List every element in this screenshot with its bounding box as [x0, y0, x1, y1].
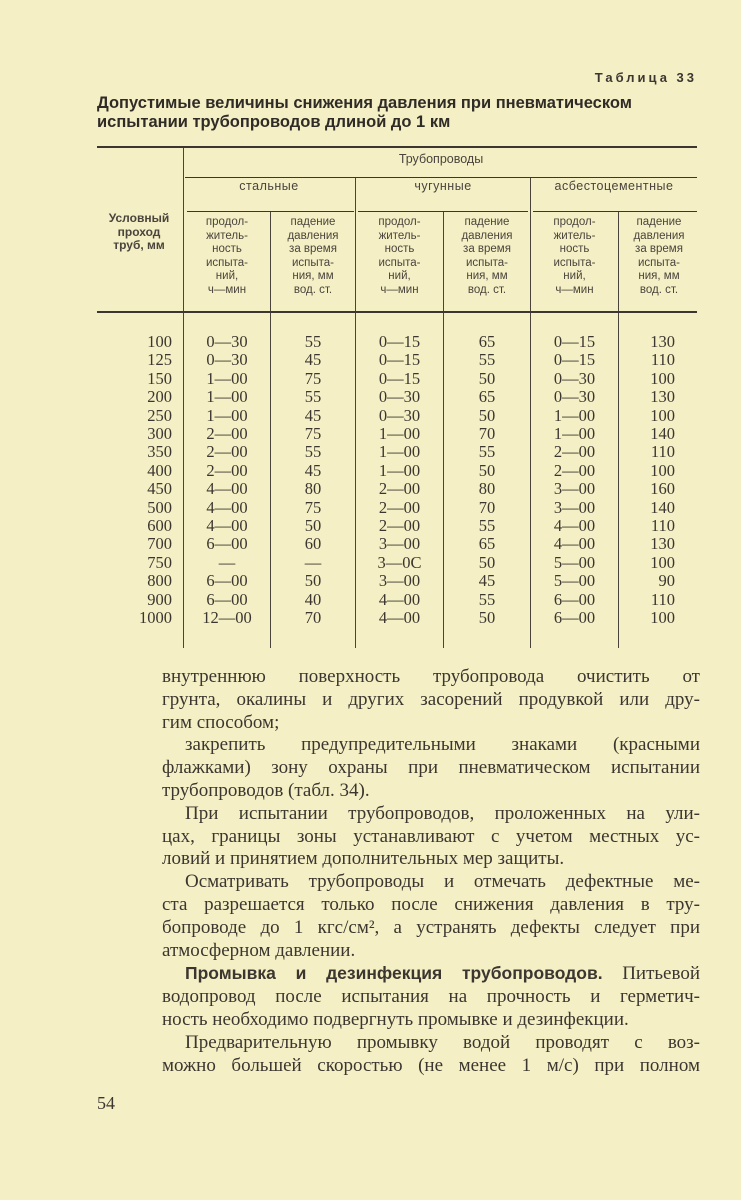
value-cell: 2—00	[206, 442, 248, 462]
pressure-drop-header	[271, 216, 355, 297]
value-cell: 140	[650, 424, 675, 443]
header-line: испыта-	[378, 256, 421, 269]
value-cell: 55	[478, 516, 496, 535]
diameter-cell: 350	[147, 442, 172, 462]
paragraph	[162, 871, 700, 962]
value-cell: 55	[304, 442, 322, 462]
header-line: за время	[463, 243, 511, 255]
duration-header	[531, 216, 618, 297]
value-cell: 0—15	[553, 332, 596, 351]
value-cell: 100	[650, 405, 675, 425]
value-cell: 60	[304, 534, 322, 554]
value-cell: 110	[650, 516, 675, 535]
value-cell: 5—00	[553, 552, 596, 572]
value-cell: 0—30	[553, 368, 596, 388]
value-cell: 75	[304, 497, 322, 517]
header-line: вод. ст.	[293, 283, 333, 296]
value-cell: 4—00	[206, 479, 248, 499]
header-line: ч—мин	[380, 283, 419, 296]
caption-line: Допустимые величины снижения давления при пневматическом	[97, 94, 632, 112]
value-cell: —	[218, 552, 236, 572]
value-cell: 1—00	[206, 405, 248, 425]
diameter-cell: 150	[147, 368, 172, 388]
text-line: можно большей скоростью (не менее 1 м/с) при полном	[162, 1054, 700, 1076]
diameter-cell: 700	[147, 534, 172, 554]
duration-header	[356, 216, 443, 297]
header-line: давления	[287, 229, 339, 242]
value-cell: 1—00	[553, 424, 596, 443]
value-cell: 100	[650, 368, 675, 388]
header-line: ность	[212, 243, 242, 255]
value-cell: 160	[650, 479, 675, 499]
value-cell: 3—0С	[377, 552, 422, 572]
diameter-cell: 200	[147, 387, 172, 407]
paragraph	[162, 734, 700, 802]
value-cell: 50	[478, 368, 496, 388]
text-line: бопроводе до 1 кгс/см², а устранять дефекты следует при	[162, 916, 700, 938]
paragraph	[162, 1032, 700, 1078]
value-cell: 50	[478, 405, 496, 425]
diameter-cell: 1000	[139, 608, 172, 627]
value-cell: 140	[650, 497, 675, 517]
material-header: чугунные	[414, 179, 472, 193]
diameter-cell: 300	[147, 424, 172, 443]
value-cell: 1—00	[378, 424, 421, 443]
header-line: ность	[559, 243, 590, 255]
value-cell: 0—15	[378, 332, 421, 351]
header-line: падение	[636, 216, 682, 228]
value-cell: —	[304, 552, 322, 572]
material-header: асбестоцементные	[554, 179, 674, 193]
value-cell: 50	[304, 571, 322, 591]
text-line: грунта, окалины и других засорений продувкой или дру-	[162, 688, 700, 710]
value-cell: 80	[478, 479, 496, 499]
value-cell: 4—00	[553, 516, 596, 535]
diameter-cell: 600	[147, 516, 172, 535]
value-cell: 70	[304, 608, 322, 627]
duration-header	[184, 216, 270, 297]
caption-line: испытании трубопроводов длиной до 1 км	[97, 113, 451, 131]
value-cell: 130	[650, 387, 675, 407]
value-cell: 4—00	[378, 589, 421, 609]
header-line: испыта-	[291, 256, 335, 269]
header-line: ния, мм	[638, 270, 680, 282]
pressure-drop-header	[619, 216, 699, 297]
header-line: житель-	[553, 229, 596, 242]
value-cell: 1—00	[206, 368, 248, 388]
value-cell: 55	[304, 387, 322, 407]
text-line: цах, границы зоны устанавливают с учетом местных ус-	[162, 825, 700, 847]
header-line: продол-	[205, 216, 249, 228]
value-cell: 0—30	[553, 387, 596, 407]
value-cell: 110	[650, 350, 675, 370]
header-line: ность	[384, 243, 415, 255]
value-cell: 6—00	[553, 589, 596, 609]
header-line: давления	[461, 229, 513, 242]
text-line: внутреннюю поверхность трубопровода очистить от	[162, 666, 700, 687]
value-cell: 45	[304, 405, 322, 425]
value-cell: 1—00	[378, 442, 421, 462]
header-line: ния, мм	[292, 270, 334, 282]
value-cell: 70	[478, 424, 496, 443]
value-cell: 2—00	[378, 516, 421, 535]
value-cell: 50	[304, 516, 322, 535]
value-cell: 55	[478, 589, 496, 609]
value-cell: 4—00	[206, 516, 248, 535]
header-line: давления	[633, 229, 685, 242]
header-line: житель-	[378, 229, 421, 242]
header-line: ч—мин	[555, 283, 594, 296]
header-line: испыта-	[465, 256, 509, 269]
value-cell: 6—00	[206, 534, 248, 554]
value-cell: 2—00	[553, 442, 596, 462]
value-cell: 6—00	[553, 608, 596, 627]
rule-top	[97, 146, 697, 148]
header-line: падение	[290, 216, 336, 228]
rule-header-bottom	[97, 311, 697, 313]
value-cell: 4—00	[206, 497, 248, 517]
header-line: продол-	[378, 216, 421, 228]
header-line: ний,	[215, 270, 239, 282]
text-line: гим способом;	[162, 711, 280, 733]
diameter-cell: 500	[147, 497, 172, 517]
text-line: закрепить предупредительными знаками (красными	[185, 734, 700, 756]
value-cell: 0—30	[206, 350, 248, 370]
text-line: ста разрешается только после снижения давления в тру-	[162, 893, 700, 915]
diameter-cell: 450	[147, 479, 172, 499]
value-cell: 0—15	[378, 368, 421, 388]
value-cell: 130	[650, 534, 675, 554]
header-line: продол-	[553, 216, 596, 228]
value-cell: 45	[304, 460, 322, 480]
value-cell: 40	[304, 589, 322, 609]
value-cell: 6—00	[206, 589, 248, 609]
value-cell: 55	[478, 350, 496, 370]
value-cell: 0—15	[378, 350, 421, 370]
value-cell: 75	[304, 368, 322, 388]
value-cell: 2—00	[378, 479, 421, 499]
value-cell: 1—00	[206, 387, 248, 407]
value-cell: 5—00	[553, 571, 596, 591]
value-cell: 80	[304, 479, 322, 499]
value-cell: 65	[478, 387, 496, 407]
value-cell: 0—15	[553, 350, 596, 370]
diameter-cell: 800	[147, 571, 172, 591]
value-cell: 110	[650, 442, 675, 462]
header-line: труб, мм	[113, 238, 165, 252]
value-cell: 2—00	[378, 497, 421, 517]
value-cell: 0—30	[206, 332, 248, 351]
text-line: трубопроводов (табл. 34).	[162, 779, 370, 801]
pressure-drop-header	[444, 216, 530, 297]
header-line: испыта-	[553, 256, 596, 269]
rule-group	[185, 177, 697, 178]
header-line: житель-	[206, 229, 248, 242]
material-header: стальные	[239, 179, 299, 193]
paragraph	[162, 803, 700, 871]
header-line: за время	[635, 243, 683, 255]
header-line: вод. ст.	[467, 283, 507, 296]
value-cell: 2—00	[206, 460, 248, 480]
value-cell: 1—00	[553, 405, 596, 425]
value-cell: 1—00	[378, 460, 421, 480]
value-cell: 65	[478, 534, 496, 554]
header-line: за время	[289, 243, 337, 255]
value-cell: 2—00	[206, 424, 248, 443]
value-cell: 45	[478, 571, 496, 591]
header-line: Условный	[108, 211, 170, 225]
value-cell: 2—00	[553, 460, 596, 480]
value-cell: 65	[478, 332, 496, 351]
row-header	[97, 212, 181, 253]
value-cell: 50	[478, 552, 496, 572]
value-cell: 100	[650, 608, 675, 627]
header-line: ния, мм	[466, 270, 508, 282]
value-cell: 4—00	[553, 534, 596, 554]
diameter-cell: 900	[147, 589, 172, 609]
value-cell: 100	[650, 552, 675, 572]
value-cell: 110	[650, 589, 675, 609]
header-line: испыта-	[205, 256, 249, 269]
text-line: ловий и принятием дополнительных мер защиты.	[162, 848, 565, 870]
value-cell: 75	[304, 424, 322, 443]
value-cell: 50	[478, 608, 496, 627]
value-cell: 100	[650, 460, 675, 480]
value-cell: 55	[304, 332, 322, 351]
header-line: ч—мин	[207, 283, 247, 296]
text-line: водопровод после испытания на прочность и герметич-	[162, 986, 700, 1008]
header-line: проход	[117, 224, 161, 239]
rule-material	[533, 211, 697, 212]
diameter-cell: 125	[147, 350, 172, 370]
text-line: Предварительную промывку водой проводят с воз-	[185, 1031, 700, 1053]
header-line: ний,	[388, 270, 411, 282]
value-cell: 4—00	[378, 608, 421, 627]
header-line: испыта-	[637, 256, 681, 269]
text-line: ность необходимо подвергнуть промывке и дезинфекции.	[162, 1008, 629, 1030]
text-line	[162, 962, 700, 986]
bold-heading: Промывка и дезинфекция трубопроводов.	[185, 963, 603, 984]
body-text	[162, 666, 700, 1077]
text-line: флажками) зону охраны при пневматическом испытании	[162, 757, 700, 779]
value-cell: 0—30	[378, 405, 421, 425]
text-line: При испытании трубопроводов, проложенных на ули-	[185, 802, 700, 824]
value-cell: 45	[304, 350, 322, 370]
diameter-cell: 750	[147, 552, 172, 572]
header-line: ний,	[563, 270, 586, 282]
value-cell: 3—00	[553, 497, 596, 517]
table-number: Таблица 33	[594, 70, 697, 85]
value-cell: 70	[478, 497, 496, 517]
diameter-cell: 100	[147, 332, 172, 351]
diameter-cell: 250	[147, 405, 172, 425]
value-cell: 90	[658, 571, 675, 591]
value-cell: 12—00	[202, 608, 252, 627]
value-cell: 0—30	[378, 387, 421, 407]
group-header: Трубопроводы	[398, 152, 484, 166]
diameter-cell: 400	[147, 460, 172, 480]
value-cell: 3—00	[378, 571, 421, 591]
value-cell: 130	[650, 332, 675, 351]
page-number: 54	[97, 1093, 115, 1113]
paragraph	[162, 666, 700, 734]
value-cell: 6—00	[206, 571, 248, 591]
value-cell: 55	[478, 442, 496, 462]
text-line: Осматривать трубопроводы и отмечать дефектные ме-	[185, 871, 700, 893]
paragraph	[162, 962, 700, 1031]
table-caption	[97, 94, 687, 132]
value-cell: 3—00	[553, 479, 596, 499]
text-run: Питьевой	[602, 963, 700, 985]
header-line: вод. ст.	[639, 283, 679, 296]
header-line: падение	[464, 216, 510, 228]
text-line: атмосферном давлении.	[162, 939, 356, 961]
value-cell: 3—00	[378, 534, 421, 554]
value-cell: 50	[478, 460, 496, 480]
